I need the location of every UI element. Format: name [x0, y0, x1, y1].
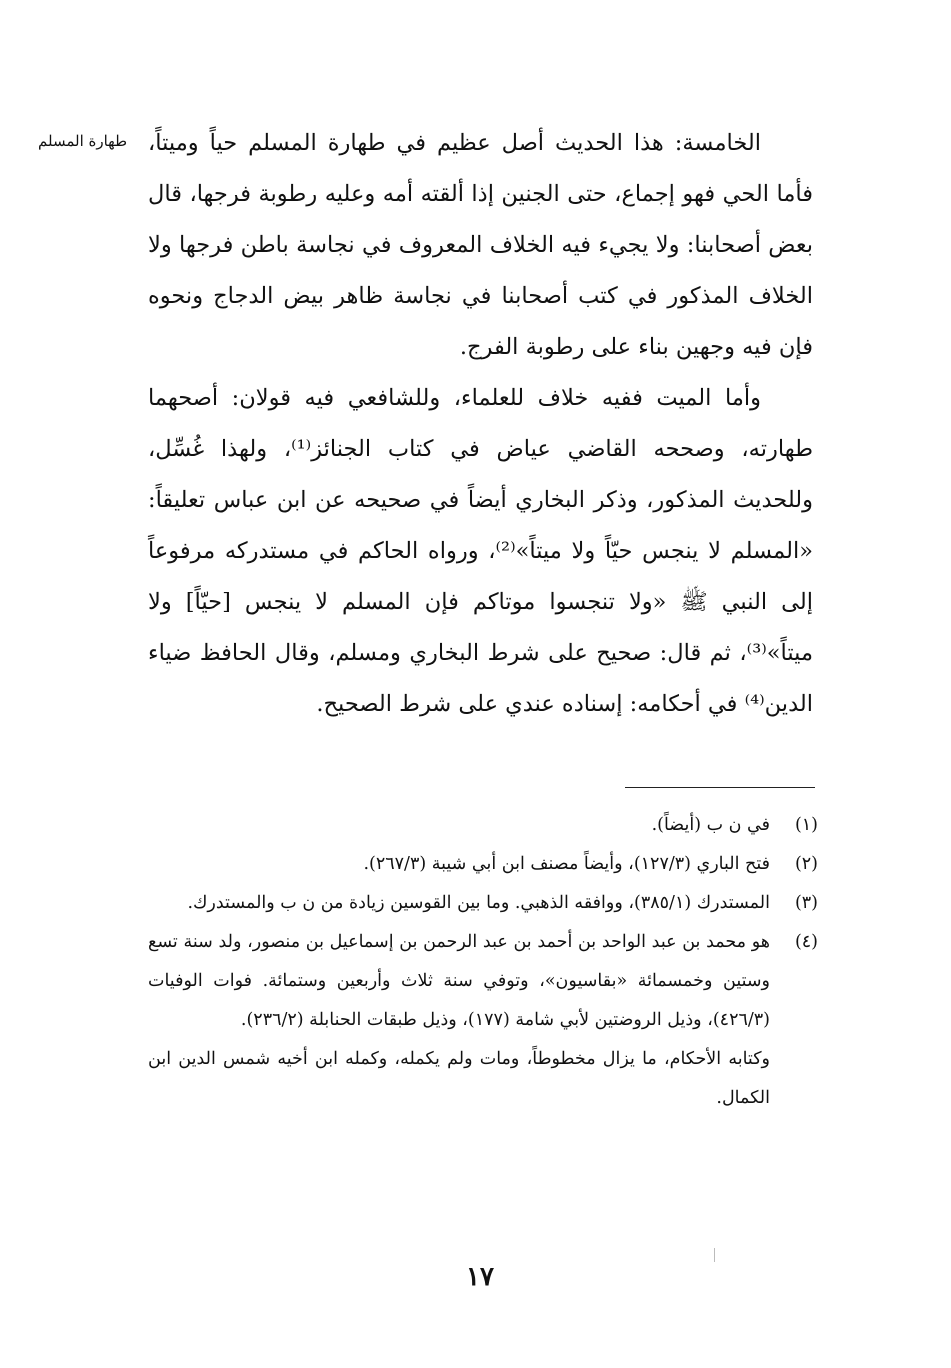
footnote-4 [148, 923, 818, 1040]
page-number: ١٧ [466, 1262, 494, 1292]
footnote-1 [148, 806, 818, 845]
scan-mark [714, 1248, 715, 1262]
footnote-number: (٣) [794, 893, 818, 913]
footnote-text: فتح الباري (١٢٧/٣)، وأيضاً مصنف ابن أبي شيبة (٢٦٧/٣). [363, 854, 770, 874]
footnote-number: (٢) [794, 854, 818, 874]
paragraph-2: وأما الميت ففيه خلاف للعلماء، وللشافعي فيه قولان: أصحهما طهارته، وصححه القاضي عياض في كتاب الجنائز⁽¹⁾، ولهذا غُسِّل، وللحديث المذكور، وذكر البخاري أيضاً في صحيحه عن ابن عباس تعليقاً: «المسلم لا ينجس حيّاً ولا ميتاً»⁽²⁾، ورواه الحاكم في مستدركه مرفوعاً إلى النبي ﷺ «ولا تنجسوا موتاكم فإن المسلم لا ينجس [حيّاً] ولا ميتاً»⁽³⁾، ثم قال: صحيح على شرط البخاري ومسلم، وقال الحافظ ضياء الدين⁽⁴⁾ في أحكامه: إسناده عندي على شرط الصحيح. [148, 385, 813, 717]
footnotes [148, 806, 818, 1118]
footnote-text: المستدرك (٣٨٥/١)، ووافقه الذهبي. وما بين القوسين زيادة من ن ب والمستدرك. [187, 893, 770, 913]
paragraph-1: الخامسة: هذا الحديث أصل عظيم في طهارة المسلم حياً وميتاً، فأما الحي فهو إجماع، حتى الجنين إذا ألقته أمه وعليه رطوبة فرجها، قال بعض أصحابنا: ولا يجيء فيه الخلاف المعروف في نجاسة باطن فرجها ولا الخلاف المذكور في كتب أصحابنا في نجاسة ظاهر بيض الدجاج ونحوه فإن فيه وجهين بناء على رطوبة الفرج. [148, 130, 813, 360]
footnote-continuation: وكتابه الأحكام، ما يزال مخطوطاً، ومات ولم يكمله، وكمله ابن أخيه شمس الدين ابن الكمال. [148, 1049, 770, 1108]
footnote-2 [148, 845, 818, 884]
footnote-text: هو محمد بن عبد الواحد بن أحمد بن عبد الرحمن بن إسماعيل بن منصور، ولد سنة تسع وستين وخمسمائة «بقاسيون»، وتوفي سنة ثلاث وأربعين وستمائة. فوات الوفيات (٤٢٦/٣)، وذيل الروضتين لأبي شامة (١٧٧)، وذيل طبقات الحنابلة (٢٣٦/٢). [148, 932, 770, 1030]
margin-note: طهارة المسلم [38, 132, 128, 150]
footnote-divider [625, 787, 815, 788]
footnote-3 [148, 884, 818, 923]
footnote-number: (١) [794, 815, 818, 835]
footnote-text: في ن ب (أيضاً). [651, 815, 770, 835]
footnote-number: (٤) [794, 932, 818, 952]
main-text [148, 118, 813, 730]
